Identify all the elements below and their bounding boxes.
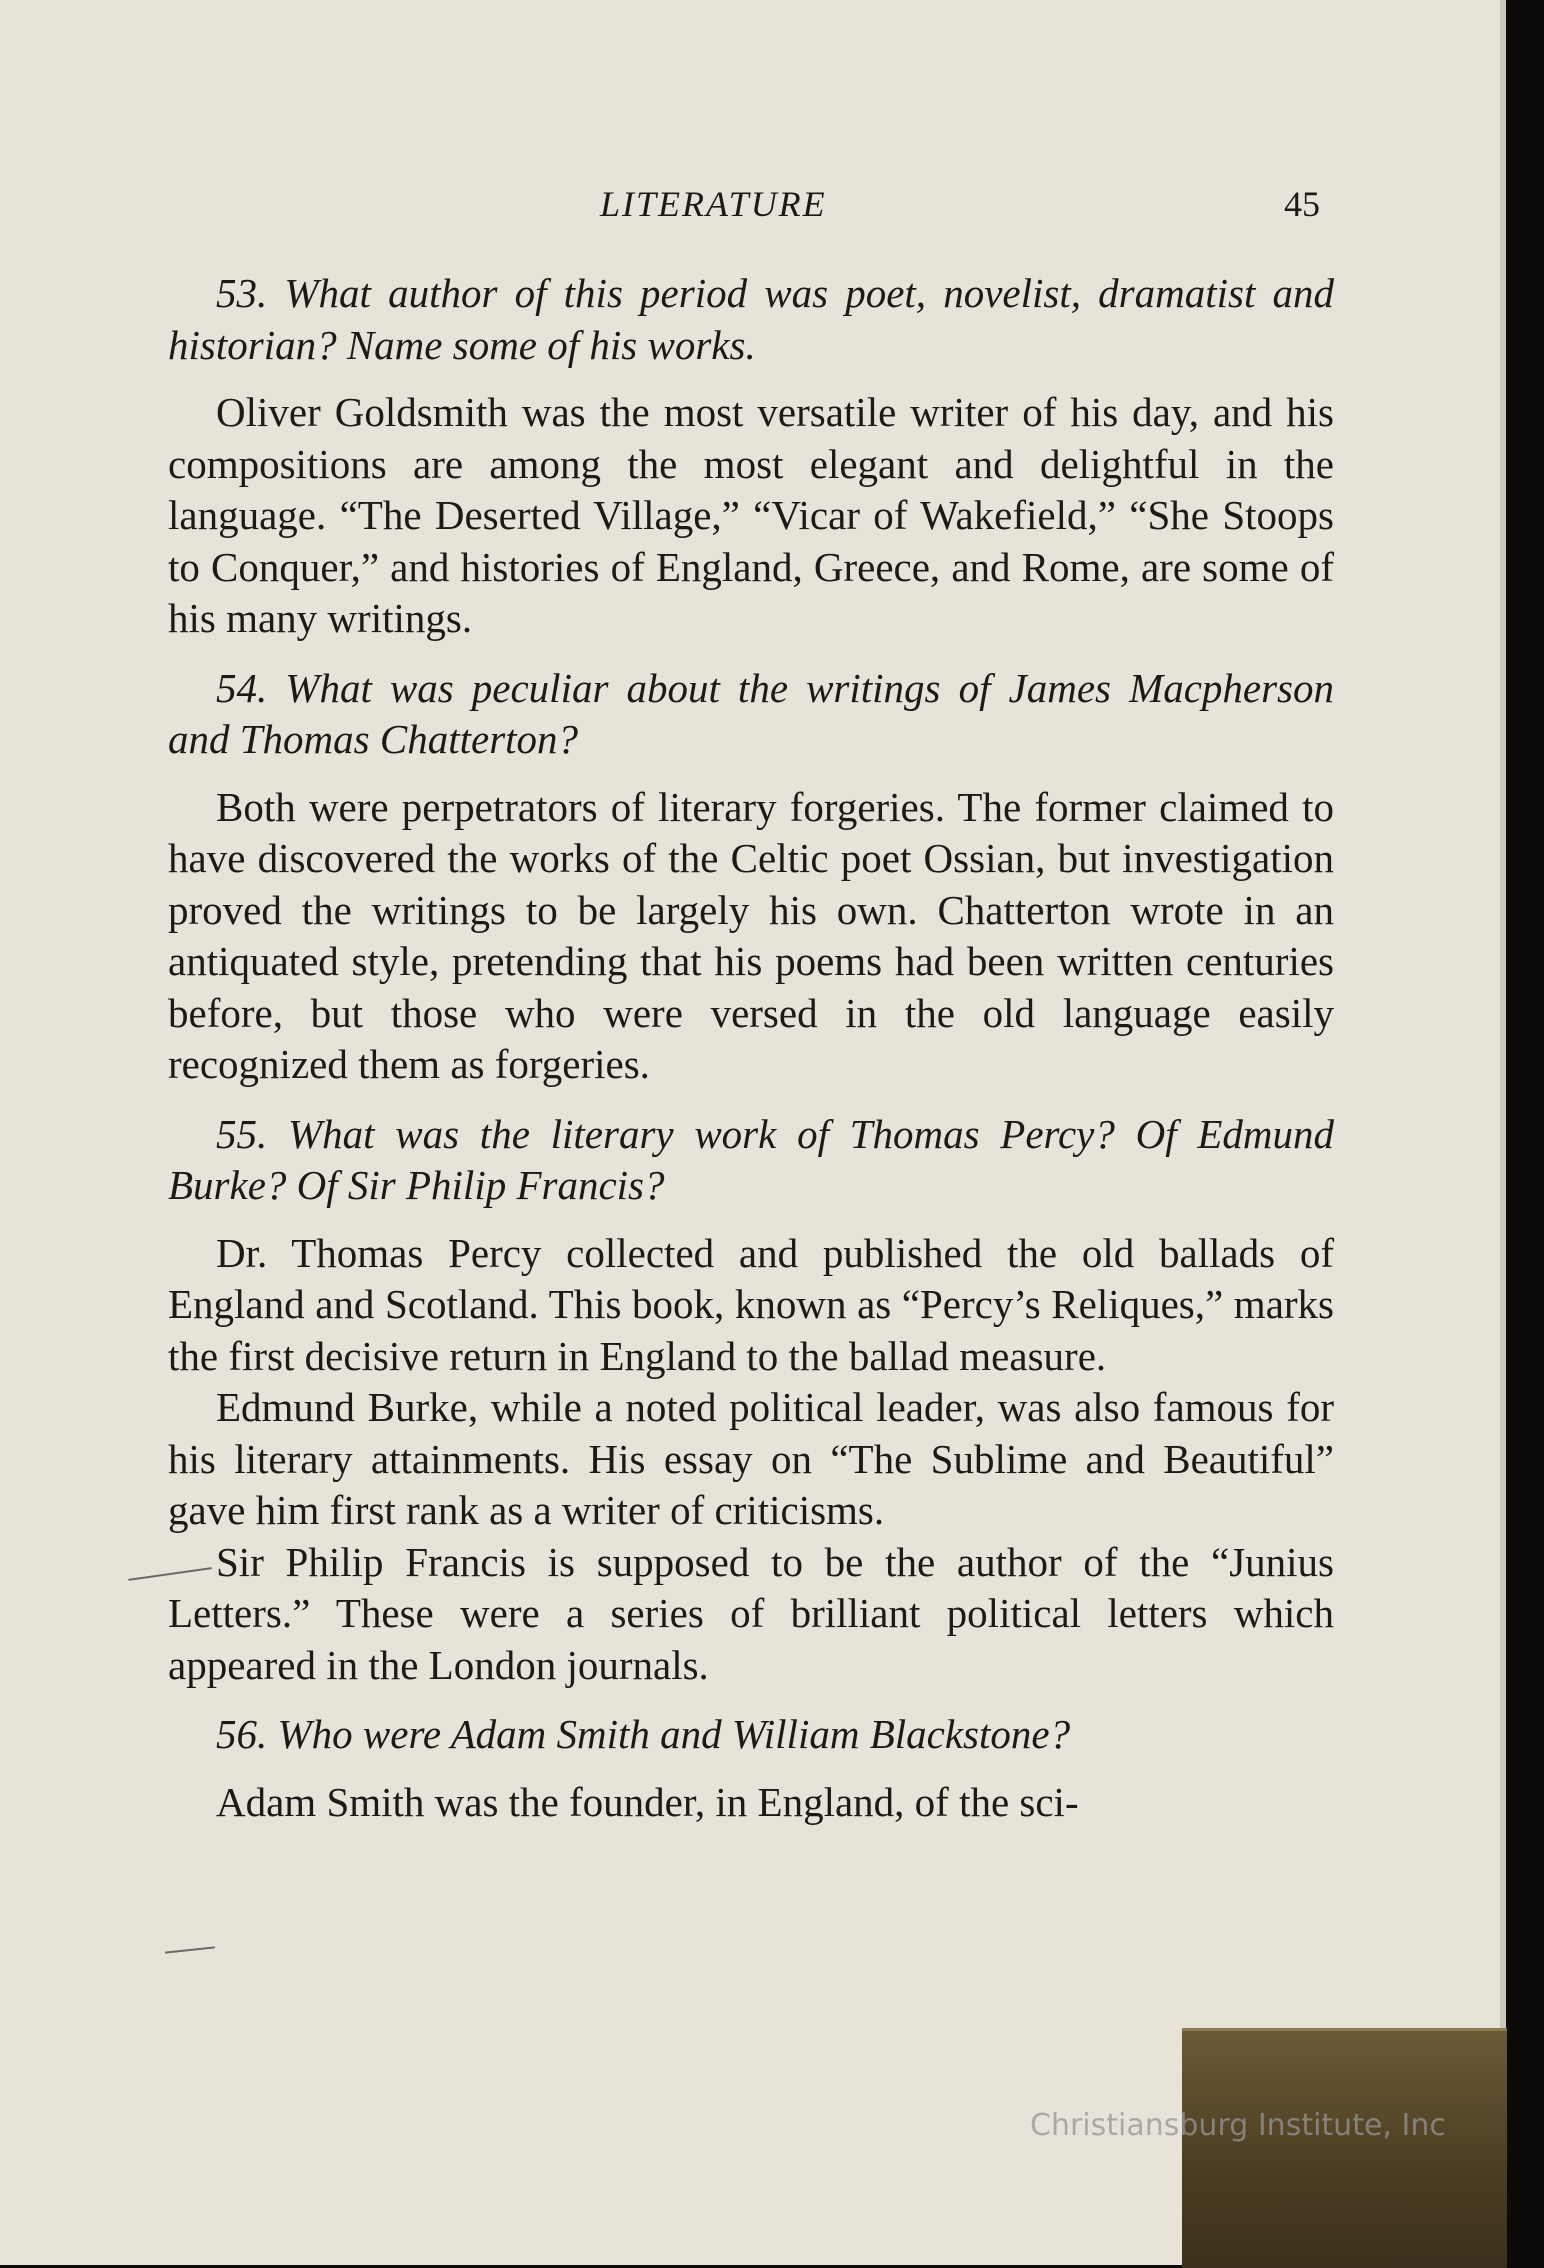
section-54 <box>168 663 1334 1091</box>
answer-paragraph: Adam Smith was the founder, in England, of the sci- <box>216 1778 1079 1825</box>
answer-55 <box>168 1228 1334 1692</box>
page-number: 45 <box>1284 184 1320 224</box>
pencil-mark <box>165 1946 215 1953</box>
question-53: 53. What author of this period was poet, novelist, dramatist and historian? Name some of his works. <box>168 270 1334 368</box>
answer-paragraph: Oliver Goldsmith was the most versatile writer of his day, and his compositions are among the most elegant and delightful in the language. “The Deserted Village,” “Vicar of Wakefield,” “She Stoops to Conquer,” and histories of England, Greece, and Rome, are some of his many writings. <box>168 389 1334 641</box>
section-53 <box>168 268 1334 645</box>
answer-53 <box>168 387 1334 645</box>
watermark: Christiansburg Institute, Inc <box>1030 2108 1446 2143</box>
section-56 <box>168 1709 1334 1828</box>
answer-54 <box>168 782 1334 1091</box>
question-54: 54. What was peculiar about the writings of James Macpherson and Thomas Chatterton? <box>168 664 1334 762</box>
answer-paragraph: Edmund Burke, while a noted political leader, was also famous for his literary attainments. His essay on “The Sublime and Beautiful” gave him first rank as a writer of criticisms. <box>168 1384 1334 1533</box>
section-55 <box>168 1109 1334 1692</box>
answer-paragraph: Dr. Thomas Percy collected and published the old ballads of England and Scotland. This book, known as “Percy’s Reliques,” marks the first decisive return in England to the ballad measure. <box>168 1229 1334 1379</box>
answer-paragraph: Both were perpetrators of literary forgeries. The former claimed to have discovered the works of the Celtic poet Ossian, but investigation proved the writings to be largely his own. Chatterton wrote in an antiquated style, pretending that his poems had been written centuries before, but those who were versed in the old language easily recognized them as forgeries. <box>168 783 1334 1087</box>
running-title: LITERATURE <box>600 184 827 224</box>
question-55: 55. What was the literary work of Thomas Percy? Of Edmund Burke? Of Sir Philip Francis? <box>168 1110 1334 1208</box>
answer-paragraph: Sir Philip Francis is supposed to be the author of the “Junius Letters.” These were a series of brilliant political letters which appeared in the London journals. <box>168 1538 1334 1688</box>
page-tab-marker <box>1182 2028 1507 2268</box>
page-header <box>600 183 1320 233</box>
question-56: 56. Who were Adam Smith and William Blackstone? <box>216 1711 1071 1757</box>
answer-56 <box>168 1777 1334 1829</box>
page-body <box>168 268 1334 1846</box>
